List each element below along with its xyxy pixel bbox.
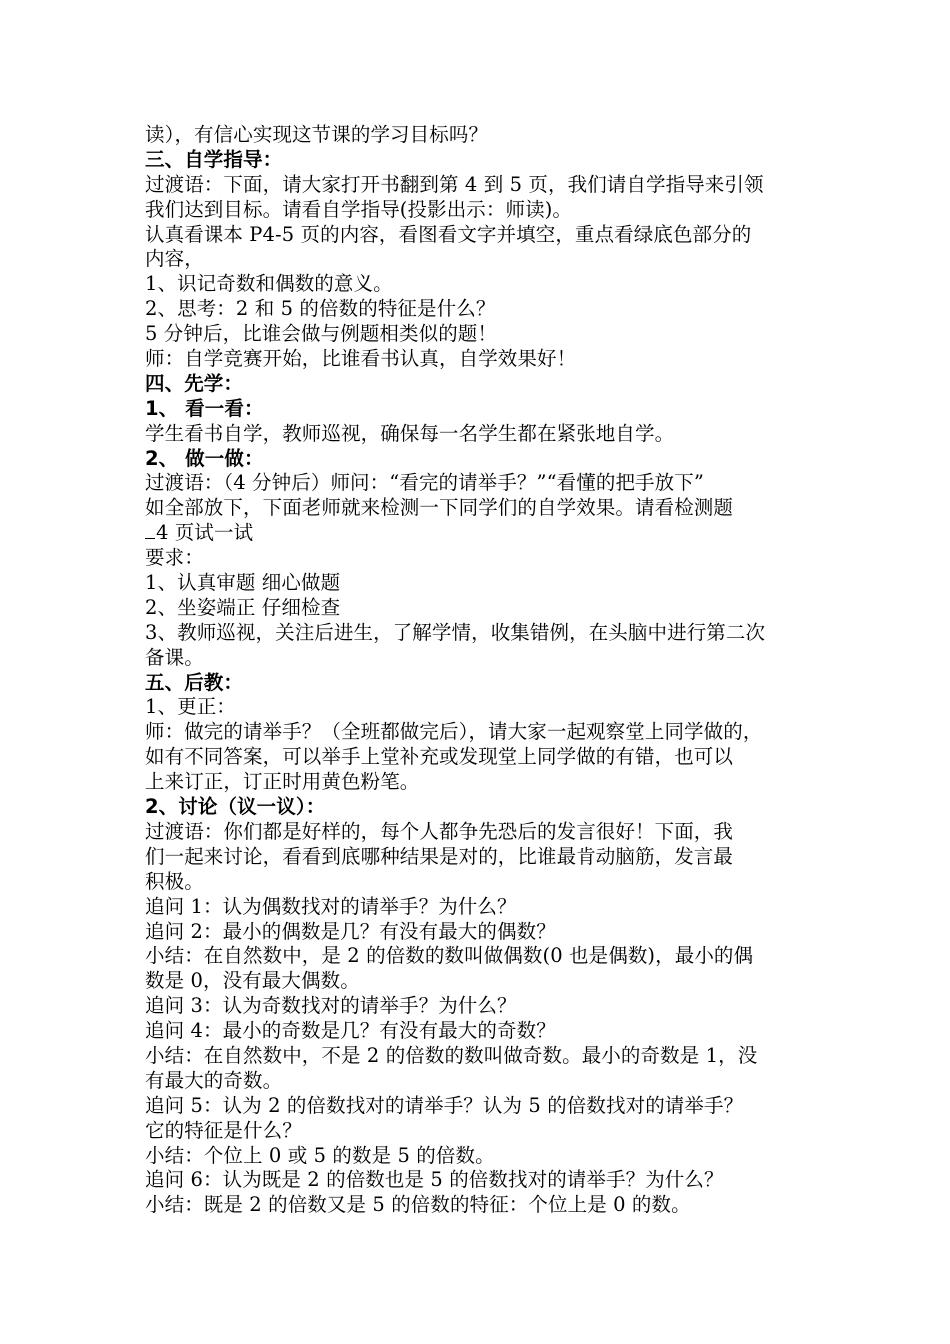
paragraph-line: 小结：个位上 0 或 5 的数是 5 的倍数。 xyxy=(145,1143,495,1167)
paragraph-line: 积极。 xyxy=(145,869,204,893)
paragraph-line: 上来订正，订正时用黄色粉笔。 xyxy=(145,770,420,794)
paragraph-line: 5 分钟后，比谁会做与例题相类似的题！ xyxy=(145,322,498,346)
paragraph-line: 追问 1：认为偶数找对的请举手？为什么？ xyxy=(145,894,517,918)
section-heading: 五、后教： xyxy=(145,670,244,694)
paragraph-line: 3、教师巡视，关注后进生，了解学情，收集错例，在头脑中进行第二次 xyxy=(145,620,766,644)
paragraph-line: 师：自学竞赛开始，比谁看书认真，自学效果好！ xyxy=(145,347,577,371)
paragraph-line: 追问 4：最小的奇数是几？有没有最大的奇数？ xyxy=(145,1019,556,1043)
paragraph-line: 追问 5：认为 2 的倍数找对的请举手？认为 5 的倍数找对的请举手？ xyxy=(145,1093,744,1117)
section-heading: 四、先学： xyxy=(145,371,244,395)
document-page xyxy=(145,123,825,1218)
paragraph-text: 4 页试一试 xyxy=(156,521,254,545)
paragraph-line: 追问 3：认为奇数找对的请举手？为什么？ xyxy=(145,994,517,1018)
paragraph-line: 如有不同答案，可以举手上堂补充或发现堂上同学做的有错，也可以 xyxy=(145,745,734,769)
paragraph-line: 我们达到目标。请看自学指导(投影出示：师读)。 xyxy=(145,197,573,221)
section-heading: 三、自学指导： xyxy=(145,147,283,171)
paragraph-line: 学生看书自学，教师巡视，确保每一名学生都在紧张地自学。 xyxy=(145,421,675,445)
section-heading: 2、 做一做： xyxy=(145,446,264,470)
paragraph-line: 备课。 xyxy=(145,645,204,669)
section-heading: 2、讨论（议一议）： xyxy=(145,795,326,819)
paragraph-line: 认真看课本 P4-5 页的内容，看图看文字并填空，重点看绿底色部分的 xyxy=(145,222,752,246)
section-heading: 1、 看一看： xyxy=(145,396,264,420)
blank-underline xyxy=(145,522,155,539)
paragraph-line: 它的特征是什么？ xyxy=(145,1118,302,1142)
paragraph-line: 过渡语：你们都是好样的，每个人都争先恐后的发言很好！下面，我 xyxy=(145,819,734,843)
paragraph-line: 1、认真审题 细心做题 xyxy=(145,571,341,595)
paragraph-line: 小结：既是 2 的倍数又是 5 的倍数的特征：个位上是 0 的数。 xyxy=(145,1193,691,1217)
paragraph-line: 数是 0，没有最大偶数。 xyxy=(145,969,360,993)
paragraph-line: 们一起来讨论，看看到底哪种结果是对的，比谁最肯动脑筋，发言最 xyxy=(145,844,734,868)
paragraph-line: 追问 6：认为既是 2 的倍数也是 5 的倍数找对的请举手？为什么？ xyxy=(145,1168,724,1192)
paragraph-line: 有最大的奇数。 xyxy=(145,1068,283,1092)
paragraph-line: 如全部放下，下面老师就来检测一下同学们的自学效果。请看检测题 xyxy=(145,496,734,520)
paragraph-line: 小结：在自然数中，不是 2 的倍数的数叫做奇数。最小的奇数是 1，没 xyxy=(145,1043,758,1067)
paragraph-line: 过渡语：下面，请大家打开书翻到第 4 到 5 页，我们请自学指导来引领 xyxy=(145,172,764,196)
paragraph-line: 要求： xyxy=(145,546,204,570)
paragraph-line: 2、坐姿端正 仔细检查 xyxy=(145,595,341,619)
paragraph-line: 1、识记奇数和偶数的意义。 xyxy=(145,272,393,296)
paragraph-line: 2、思考：2 和 5 的倍数的特征是什么？ xyxy=(145,297,496,321)
paragraph-line: 内容， xyxy=(145,247,204,271)
paragraph-line xyxy=(145,521,825,546)
paragraph-line: 1、更正： xyxy=(145,695,236,719)
paragraph-line: 追问 2：最小的偶数是几？有没有最大的偶数？ xyxy=(145,919,556,943)
paragraph-line: 读），有信心实现这节课的学习目标吗？ xyxy=(145,123,489,146)
paragraph-line: 小结：在自然数中，是 2 的倍数的数叫做偶数(0 也是偶数)，最小的偶 xyxy=(145,944,754,968)
paragraph-line: 过渡语：（4 分钟后）师问：“看完的请举手？”“看懂的把手放下” xyxy=(145,471,704,495)
paragraph-line: 师：做完的请举手？（全班都做完后），请大家一起观察堂上同学做的， xyxy=(145,720,763,744)
